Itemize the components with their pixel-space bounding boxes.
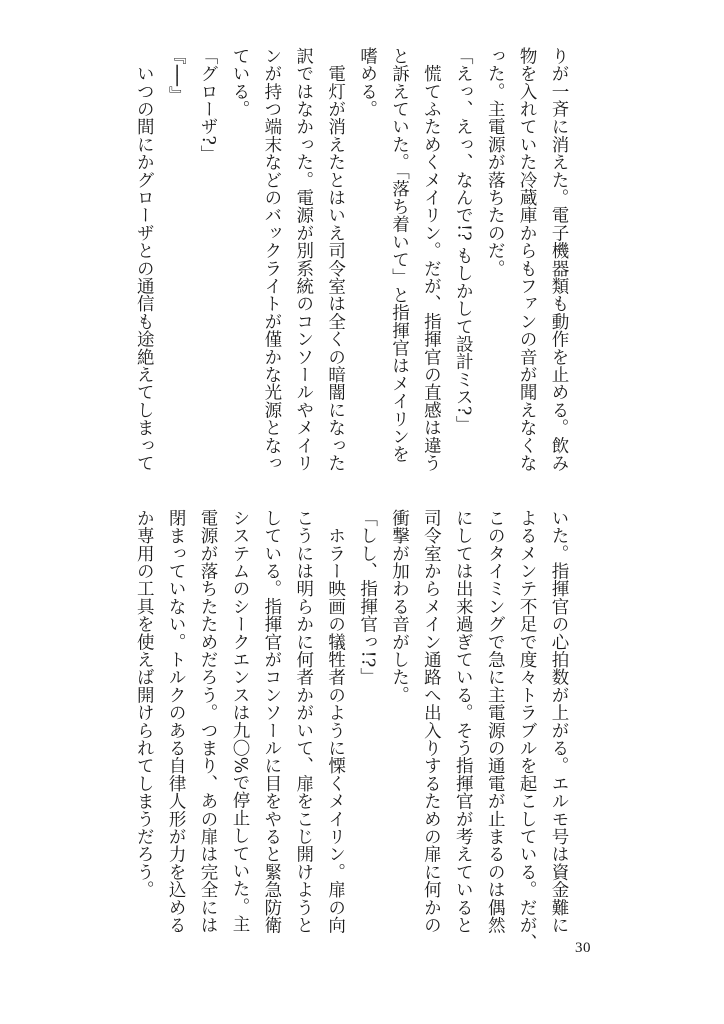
text-line: か専用の工具を使えば開けられてしまうだろう。 xyxy=(134,509,155,899)
text-line: こうには明らかに何者かがいて、扉をこじ開けようと xyxy=(293,509,314,934)
text-line: よるメンテ不足で度々トラブルを起こしている。だが、 xyxy=(517,509,538,952)
text-line: 『──』 xyxy=(166,47,187,104)
text-line: ホラー映画の犠牲者のように慄くメイリン。扉の向 xyxy=(325,509,346,934)
text-line: りが一斉に消えた。電子機器類も動作を止める。飲み xyxy=(549,47,569,472)
text-line: 物を入れていた冷蔵庫からもファンの音が聞えなくな xyxy=(517,47,538,472)
text-line: にしては出来過ぎている。そう指揮官が考えていると xyxy=(453,509,474,934)
text-line: いた。指揮官の心拍数が上がる。エルモ号は資金難に xyxy=(549,509,569,934)
text-block-bottom xyxy=(134,509,574,952)
text-line: 司令室からメイン通路へ出入りするための扉に何かの xyxy=(421,509,442,934)
text-line: 衝撃が加わる音がした。 xyxy=(389,509,410,704)
text-line: いつの間にかグローザとの通信も途絶えてしまって xyxy=(134,47,155,472)
text-line: 電源が落ちたためだろう。つまり、あの扉は完全には xyxy=(198,509,219,934)
page-number: 30 xyxy=(575,940,591,956)
text-line: 慌てふためくメイリン。だが、指揮官の直感は違う xyxy=(421,47,442,472)
text-line: 「グローザ?」 xyxy=(198,47,219,163)
text-block-top xyxy=(134,47,574,472)
text-line: 「えっ、えっ、なんで!? もしかして設計ミス?」 xyxy=(453,47,474,434)
text-line: ンが持つ端末などのバックライトが僅かな光源となっ xyxy=(261,47,282,472)
text-line: 嗜める。 xyxy=(357,47,378,118)
text-line: 閉まっていない。トルクのある自律人形が力を込める xyxy=(166,509,187,934)
text-line: った。主電源が落ちたのだ。 xyxy=(485,47,506,278)
text-line: 電灯が消えたとはいえ司令室は全くの暗闇になった xyxy=(325,47,346,472)
text-line: システムのシークエンスは九〇%で停止していた。主 xyxy=(229,509,250,933)
text-line: 訳ではなかった。電源が別系統のコンソールやメイリ xyxy=(293,47,314,472)
text-line: ている。 xyxy=(229,47,250,118)
text-line: と訴えていた。「落ち着いて」と指揮官はメイリンを xyxy=(389,47,410,464)
text-line: 「しし、指揮官っ!?」 xyxy=(357,509,378,686)
text-line: している。指揮官がコンソールに目をやると緊急防衛 xyxy=(261,509,282,934)
text-line: このタイミングで急に主電源の通電が止まるのは偶然 xyxy=(485,509,506,934)
